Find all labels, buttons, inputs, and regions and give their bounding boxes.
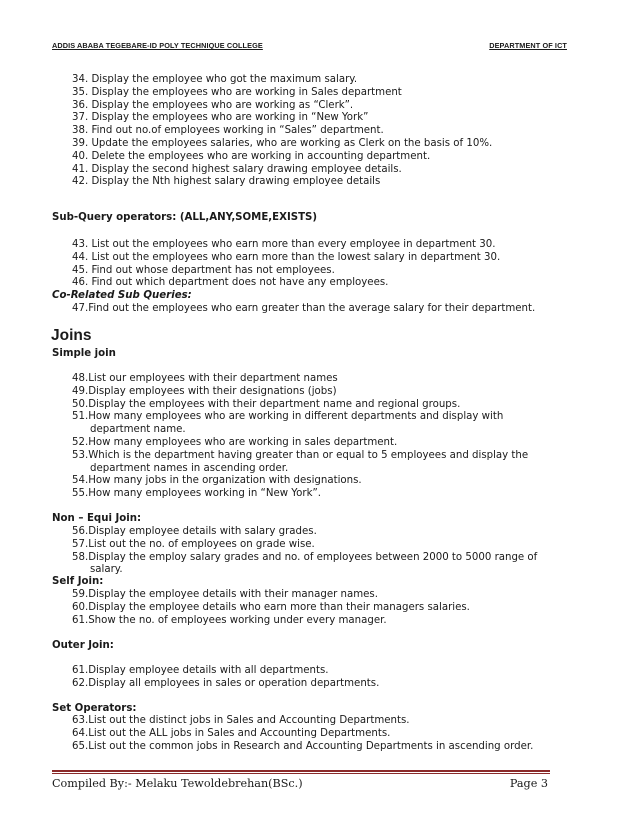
list-item bbox=[72, 678, 379, 691]
item-text: Display employee details with all departments. bbox=[88, 665, 329, 676]
item-number: 44. bbox=[72, 251, 89, 263]
list-item bbox=[72, 589, 378, 602]
item-number: 51. bbox=[72, 411, 89, 423]
list-item bbox=[72, 74, 357, 87]
item-text: Display the employee details with their manager names. bbox=[88, 589, 378, 600]
list-item-continuation: department names in ascending order. bbox=[90, 462, 289, 474]
item-text: Find out which department does not have any employees. bbox=[91, 277, 389, 289]
item-text: Update the employees salaries, who are working as Clerk on the basis of 10%. bbox=[91, 138, 493, 149]
list-item bbox=[72, 386, 337, 399]
item-number: 54. bbox=[72, 475, 89, 487]
item-number: 43. bbox=[72, 239, 89, 250]
list-item-continuation: salary. bbox=[90, 564, 123, 576]
item-text: How many employees working in “New York”. bbox=[88, 488, 322, 500]
footer-page-number: Page 3 bbox=[509, 777, 548, 790]
list-item bbox=[72, 138, 492, 151]
item-text: How many employees who are working in sales department. bbox=[88, 437, 398, 448]
item-number: 64. bbox=[72, 727, 89, 739]
list-item bbox=[72, 265, 335, 278]
list-item bbox=[72, 411, 503, 424]
item-number: 52. bbox=[72, 437, 89, 448]
item-number: 40. bbox=[72, 150, 89, 162]
item-text: Display the employ salary grades and no. of employees between 2000 to 5000 range of bbox=[88, 551, 538, 563]
footer-rule bbox=[52, 770, 550, 772]
list-item bbox=[72, 539, 315, 552]
list-item bbox=[72, 602, 470, 615]
item-text: Find out the employees who earn greater than the average salary for their department. bbox=[88, 303, 536, 314]
item-number: 35. bbox=[72, 86, 89, 98]
list-item bbox=[72, 164, 402, 177]
list-item bbox=[72, 552, 537, 565]
footer-compiled-by: Compiled By:- Melaku Tewoldebrehan(BSc.) bbox=[52, 777, 303, 790]
item-text: Find out no.of employees working in “Sales” department. bbox=[91, 125, 384, 137]
item-text: Display employees with their designations (jobs) bbox=[88, 385, 337, 397]
item-number: 37. bbox=[72, 112, 89, 124]
item-text: Display the employees with their department name and regional groups. bbox=[88, 398, 461, 410]
item-number: 57. bbox=[72, 538, 89, 550]
item-text: Find out whose department has not employees. bbox=[91, 264, 335, 276]
item-number: 45. bbox=[72, 264, 89, 276]
item-text: List out the ALL jobs in Sales and Accounting Departments. bbox=[88, 727, 391, 739]
item-text: List out the employees who earn more than the lowest salary in department 30. bbox=[91, 251, 501, 263]
item-number: 61. bbox=[72, 614, 89, 626]
item-number: 58. bbox=[72, 551, 89, 563]
item-text: Show the no. of employees working under every manager. bbox=[88, 614, 387, 626]
list-item bbox=[72, 450, 528, 463]
list-item bbox=[72, 252, 500, 265]
item-number: 36. bbox=[72, 99, 89, 111]
subsection-heading-non-equi-join: Non – Equi Join: bbox=[52, 513, 142, 524]
item-text: How many employees who are working in different departments and display with bbox=[88, 411, 504, 423]
list-item bbox=[72, 665, 329, 678]
item-number: 46. bbox=[72, 277, 89, 289]
item-text: List out the common jobs in Research and Accounting Departments in ascending order. bbox=[88, 740, 534, 752]
item-number: 61. bbox=[72, 665, 89, 676]
item-text: List out the distinct jobs in Sales and Accounting Departments. bbox=[88, 715, 410, 726]
item-text: Display the employees who are working in “New York” bbox=[91, 112, 369, 124]
list-item bbox=[72, 475, 362, 488]
subsection-heading-outer-join: Outer Join: bbox=[52, 640, 114, 651]
item-number: 65. bbox=[72, 740, 89, 752]
list-item bbox=[72, 277, 388, 290]
item-text: Display employee details with salary grades. bbox=[88, 526, 317, 537]
list-item bbox=[72, 176, 380, 189]
list-item bbox=[72, 303, 535, 316]
item-text: Display the second highest salary drawing employee details. bbox=[91, 163, 402, 175]
item-text: Delete the employees who are working in accounting department. bbox=[91, 150, 431, 162]
item-number: 59. bbox=[72, 589, 89, 600]
list-item bbox=[72, 399, 460, 412]
item-number: 34. bbox=[72, 74, 89, 85]
list-item bbox=[72, 100, 353, 113]
list-item bbox=[72, 615, 387, 628]
item-text: List out the employees who earn more than every employee in department 30. bbox=[91, 239, 496, 250]
item-number: 38. bbox=[72, 125, 89, 137]
section-heading-correlated: Co-Related Sub Queries: bbox=[52, 290, 192, 301]
item-number: 42. bbox=[72, 176, 89, 188]
list-item bbox=[72, 741, 533, 754]
list-item bbox=[72, 488, 321, 501]
subsection-heading-simple-join: Simple join bbox=[52, 348, 116, 359]
footer-rule-thin bbox=[52, 773, 550, 774]
subsection-heading-set-operators: Set Operators: bbox=[52, 703, 137, 714]
list-item bbox=[72, 151, 430, 164]
item-text: Display the employee details who earn more than their managers salaries. bbox=[88, 601, 470, 613]
list-item bbox=[72, 373, 338, 386]
header-college: ADDIS ABABA TEGEBARE-ID POLY TECHNIQUE COLLEGE bbox=[52, 41, 263, 50]
section-heading-joins: Joins bbox=[51, 327, 92, 344]
item-text: List our employees with their department names bbox=[88, 373, 338, 384]
item-text: How many jobs in the organization with designations. bbox=[88, 475, 362, 487]
header-department: DEPARTMENT OF ICT bbox=[489, 41, 567, 50]
item-number: 47. bbox=[72, 303, 89, 314]
item-number: 53. bbox=[72, 449, 89, 461]
item-text: Display the employees who are working in Sales department bbox=[91, 86, 402, 98]
section-heading-subquery: Sub-Query operators: (ALL,ANY,SOME,EXISTS) bbox=[52, 212, 318, 223]
list-item bbox=[72, 715, 410, 728]
item-number: 41. bbox=[72, 163, 89, 175]
item-text: Display all employees in sales or operation departments. bbox=[88, 677, 380, 689]
list-item bbox=[72, 125, 384, 138]
item-number: 50. bbox=[72, 398, 89, 410]
list-item-continuation: department name. bbox=[90, 424, 186, 436]
item-number: 55. bbox=[72, 488, 89, 500]
item-text: Which is the department having greater than or equal to 5 employees and display the bbox=[88, 449, 529, 461]
item-number: 63. bbox=[72, 715, 89, 726]
list-item bbox=[72, 239, 495, 252]
item-number: 48. bbox=[72, 373, 89, 384]
item-number: 60. bbox=[72, 601, 89, 613]
list-item bbox=[72, 526, 317, 539]
item-text: List out the no. of employees on grade wise. bbox=[88, 538, 315, 550]
list-item bbox=[72, 87, 402, 100]
list-item bbox=[72, 437, 397, 450]
list-item bbox=[72, 112, 368, 125]
item-number: 56. bbox=[72, 526, 89, 537]
list-item bbox=[72, 728, 390, 741]
item-text: Display the Nth highest salary drawing employee details bbox=[91, 176, 381, 188]
item-text: Display the employee who got the maximum salary. bbox=[91, 74, 358, 85]
item-number: 62. bbox=[72, 677, 89, 689]
item-number: 39. bbox=[72, 138, 89, 149]
item-text: Display the employees who are working as “Clerk”. bbox=[91, 99, 354, 111]
item-number: 49. bbox=[72, 385, 89, 397]
subsection-heading-self-join: Self Join: bbox=[52, 576, 104, 587]
